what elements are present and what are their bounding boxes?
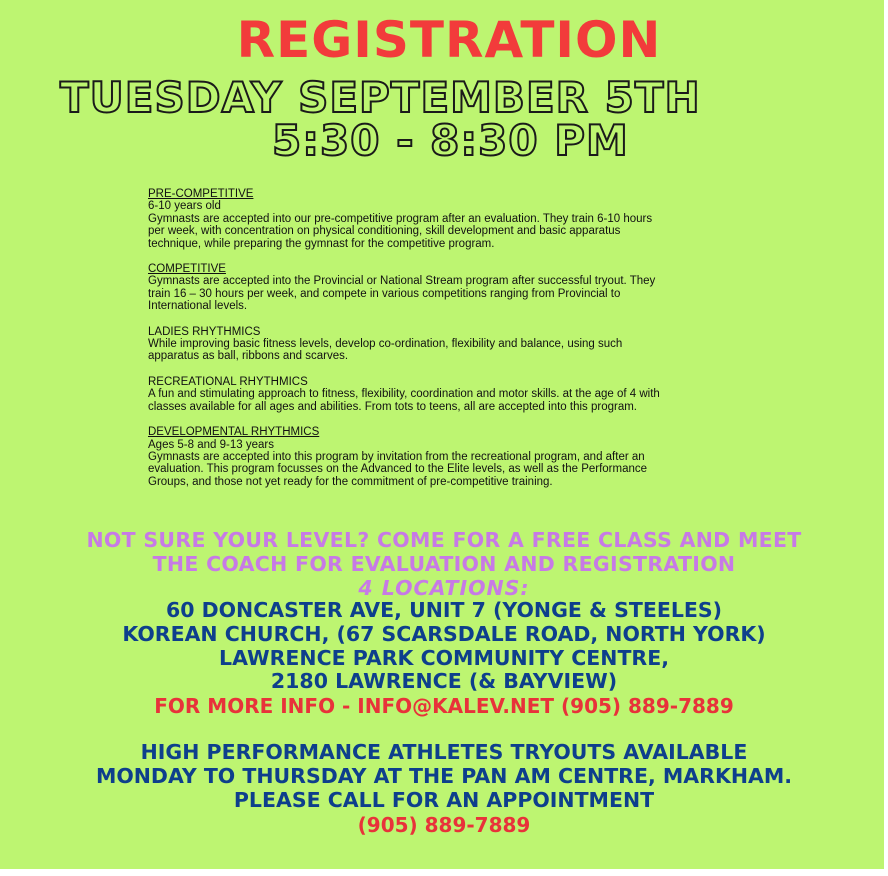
program-description-line: evaluation. This program focusses on the Advanced to the Elite levels, as well as the Performance [148,463,648,476]
registration-date: TUESDAY SEPTEMBER 5TH [60,73,701,122]
program-description-line: A fun and stimulating approach to fitness, flexibility, coordination and motor skills. at the age of 4 with [148,388,660,401]
program-description-line: train 16 – 30 hours per week, and compete in various competitions ranging from Provincial to [148,287,621,300]
location-line: 2180 LAWRENCE (& BAYVIEW) [270,669,618,693]
high-performance-line: PLEASE CALL FOR AN APPOINTMENT [233,788,655,812]
program-description-line: International levels. [148,300,248,313]
program-description-line: apparatus as ball, ribbons and scarves. [148,350,349,363]
program-description-line: Gymnasts are accepted into this program by invitation from the recreational program, and after an [148,450,645,463]
registration-title: REGISTRATION [236,11,662,69]
contact-info: FOR MORE INFO - INFO@KALEV.NET (905) 889-7889 [154,694,734,718]
program-competitive [148,263,748,313]
program-description-line: classes available for all ages and abilities. From tots to teens, all are accepted into this program. [148,400,637,413]
free-class-line: THE COACH FOR EVALUATION AND REGISTRATION [152,552,736,576]
location-line: KOREAN CHURCH, (67 SCARSDALE ROAD, NORTH YORK) [122,622,766,646]
program-description-line: While improving basic fitness levels, develop co-ordination, flexibility and balance, using such [148,338,623,351]
program-heading: RECREATIONAL RHYTHMICS [148,375,308,388]
registration-time: 5:30 - 8:30 PM [272,116,629,165]
program-description-line: Groups, and those not yet ready for the commitment of pre-competitive training. [148,475,553,488]
program-heading: DEVELOPMENTAL RHYTHMICS [148,426,320,439]
appointment-phone: (905) 889-7889 [357,813,531,837]
program-list [148,188,748,488]
program-description-line: Gymnasts are accepted into our pre-competitive program after an evaluation. They train 6-10 hours [148,212,653,225]
locations-heading: 4 LOCATIONS: [358,576,530,600]
program-heading: PRE-COMPETITIVE [148,188,254,200]
program-age: Ages 5-8 and 9-13 years [148,438,274,451]
program-description-line: technique, while preparing the gymnast for the competitive program. [148,237,495,250]
program-description-line: per week, with concentration on physical conditioning, skill development and basic apparatus [148,225,621,238]
program-developmental-rhythmics [148,426,748,488]
program-ladies-rhythmics [148,326,748,363]
high-performance-line: HIGH PERFORMANCE ATHLETES TRYOUTS AVAILABLE [140,740,748,764]
location-line: 60 DONCASTER AVE, UNIT 7 (YONGE & STEELES) [165,598,723,622]
program-recreational-rhythmics [148,376,748,413]
program-heading: COMPETITIVE [148,263,226,276]
program-age: 6-10 years old [148,200,221,213]
program-description-line: Gymnasts are accepted into the Provincial or National Stream program after successful tryout. They [148,275,656,288]
high-performance-line: MONDAY TO THURSDAY AT THE PAN AM CENTRE, MARKHAM. [95,764,793,788]
location-line: LAWRENCE PARK COMMUNITY CENTRE, [219,646,669,670]
program-heading: LADIES RHYTHMICS [148,325,261,338]
free-class-line: NOT SURE YOUR LEVEL? COME FOR A FREE CLASS AND MEET [86,528,802,552]
program-pre-competitive [148,188,748,250]
